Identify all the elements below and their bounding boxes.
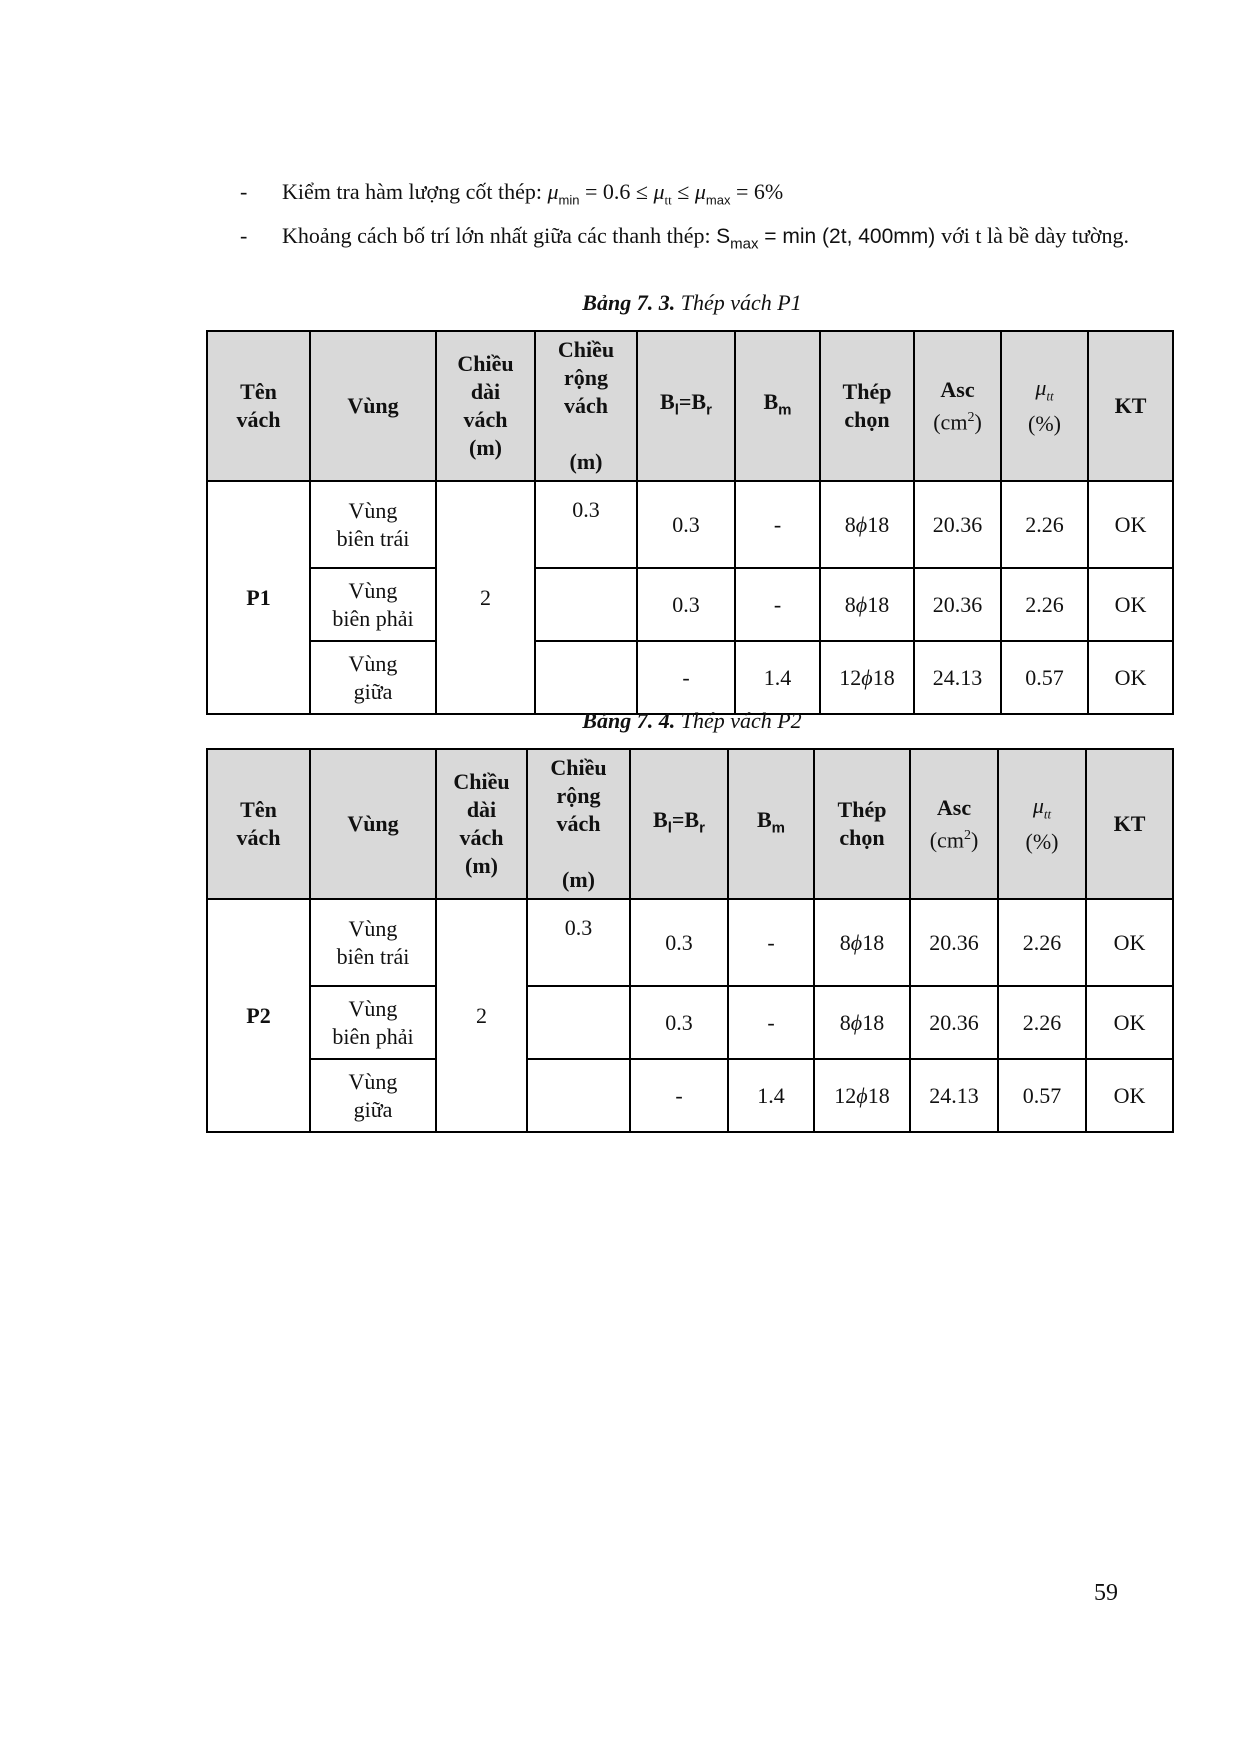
bullet-steel-ratio — [240, 178, 1140, 214]
zone-cell: Vùng giữa — [310, 1059, 436, 1132]
zone-cell: Vùng biên phải — [310, 986, 436, 1059]
empty-cell — [535, 641, 637, 714]
asc-cell: 24.13 — [910, 1059, 998, 1132]
table-row — [207, 481, 1173, 568]
blbr-cell: 0.3 — [637, 568, 735, 641]
mu-cell: 0.57 — [998, 1059, 1086, 1132]
blbr-cell: 0.3 — [637, 481, 735, 568]
empty-cell — [527, 1059, 630, 1132]
steel-cell: 12ϕ18 — [820, 641, 914, 714]
bullet-text: Khoảng cách bố trí lớn nhất giữa các thanh thép: — [282, 223, 717, 249]
wall-name: P1 — [207, 481, 310, 714]
mu-cell: 2.26 — [998, 986, 1086, 1059]
steel-cell: 8ϕ18 — [820, 481, 914, 568]
table-row — [207, 641, 1173, 714]
table-row — [207, 568, 1173, 641]
header-vung: Vùng — [310, 331, 436, 481]
zone-cell: Vùng biên trái — [310, 481, 436, 568]
table-header-row — [207, 331, 1173, 481]
table-caption-p2: Bảng 7. 4. Thép vách P2 — [582, 708, 802, 733]
steel-cell: 8ϕ18 — [814, 986, 910, 1059]
header-bl-br: $B_l=B_r$ — [630, 749, 728, 899]
header-ten-vach: Tên vách — [207, 331, 310, 481]
kt-cell: OK — [1086, 899, 1173, 986]
wall-width: 0.3 — [535, 481, 637, 568]
mu-cell: 2.26 — [1001, 481, 1088, 568]
wall-length: 2 — [436, 481, 535, 714]
table-p1 — [206, 330, 1174, 715]
asc-cell: 20.36 — [910, 899, 998, 986]
header-kt: KT — [1088, 331, 1173, 481]
zone-cell: Vùng biên trái — [310, 899, 436, 986]
bullet-text: Kiểm tra hàm lượng cốt thép: — [282, 179, 542, 204]
header-chieu-rong: Chiều rộng vách (m) — [527, 749, 630, 899]
mu-cell: 2.26 — [1001, 568, 1088, 641]
empty-cell — [527, 986, 630, 1059]
bm-cell: - — [728, 899, 814, 986]
header-chieu-dai: Chiều dài vách (m) — [436, 749, 527, 899]
empty-cell — [535, 568, 637, 641]
bullet-dash: - — [240, 179, 248, 204]
header-mu: $\mu_{tt}$ (%) — [998, 749, 1086, 899]
steel-cell: 8ϕ18 — [820, 568, 914, 641]
wall-name: P2 — [207, 899, 310, 1132]
blbr-cell: 0.3 — [630, 986, 728, 1059]
steel-ratio-formula: $\mu_{min} = 0.6 \le \mu_{tt} \le \mu_{max} = 6\%$ — [547, 179, 784, 208]
kt-cell: OK — [1086, 1059, 1173, 1132]
table-row — [207, 1059, 1173, 1132]
zone-cell: Vùng biên phải — [310, 568, 436, 641]
asc-cell: 20.36 — [914, 481, 1001, 568]
page-number: 59 — [1094, 1580, 1118, 1606]
header-chieu-rong: Chiều rộng vách (m) — [535, 331, 637, 481]
asc-cell: 20.36 — [910, 986, 998, 1059]
table-header-row — [207, 749, 1173, 899]
header-asc: Asc $(cm^2)$ — [910, 749, 998, 899]
table-p2 — [206, 748, 1174, 1133]
kt-cell: OK — [1088, 481, 1173, 568]
header-bl-br: $B_l=B_r$ — [637, 331, 735, 481]
bullet-dash: - — [240, 223, 248, 249]
header-bm: $B_m$ — [735, 331, 820, 481]
bullet-list — [240, 178, 1140, 267]
blbr-cell: - — [637, 641, 735, 714]
header-bm: $B_m$ — [728, 749, 814, 899]
header-thep-chon: Thép chọn — [820, 331, 914, 481]
steel-cell: 8ϕ18 — [814, 899, 910, 986]
zone-cell: Vùng giữa — [310, 641, 436, 714]
wall-length: 2 — [436, 899, 527, 1132]
table-caption-p1: Bảng 7. 3. Thép vách P1 — [582, 290, 802, 315]
blbr-cell: 0.3 — [630, 899, 728, 986]
header-thep-chon: Thép chọn — [814, 749, 910, 899]
header-chieu-dai: Chiều dài vách (m) — [436, 331, 535, 481]
mu-cell: 0.57 — [1001, 641, 1088, 714]
header-kt: KT — [1086, 749, 1173, 899]
blbr-cell: - — [630, 1059, 728, 1132]
asc-cell: 20.36 — [914, 568, 1001, 641]
bm-cell: - — [735, 481, 820, 568]
steel-cell: 12ϕ18 — [814, 1059, 910, 1132]
header-vung: Vùng — [310, 749, 436, 899]
header-asc: Asc $(cm^2)$ — [914, 331, 1001, 481]
kt-cell: OK — [1088, 641, 1173, 714]
bullet-spacing: - Khoảng cách bố trí lớn nhất giữa các thanh thép: $S_{max} = \min (2t$, 400mm) với t là bề dày tường. — [240, 223, 1130, 253]
table-row — [207, 899, 1173, 986]
bm-cell: - — [728, 986, 814, 1059]
bm-cell: 1.4 — [735, 641, 820, 714]
header-ten-vach: Tên vách — [207, 749, 310, 899]
kt-cell: OK — [1088, 568, 1173, 641]
bm-cell: 1.4 — [728, 1059, 814, 1132]
table-row — [207, 986, 1173, 1059]
asc-cell: 24.13 — [914, 641, 1001, 714]
bm-cell: - — [735, 568, 820, 641]
wall-width: 0.3 — [527, 899, 630, 986]
mu-cell: 2.26 — [998, 899, 1086, 986]
kt-cell: OK — [1086, 986, 1173, 1059]
header-mu: $\mu_{tt}$ (%) — [1001, 331, 1088, 481]
